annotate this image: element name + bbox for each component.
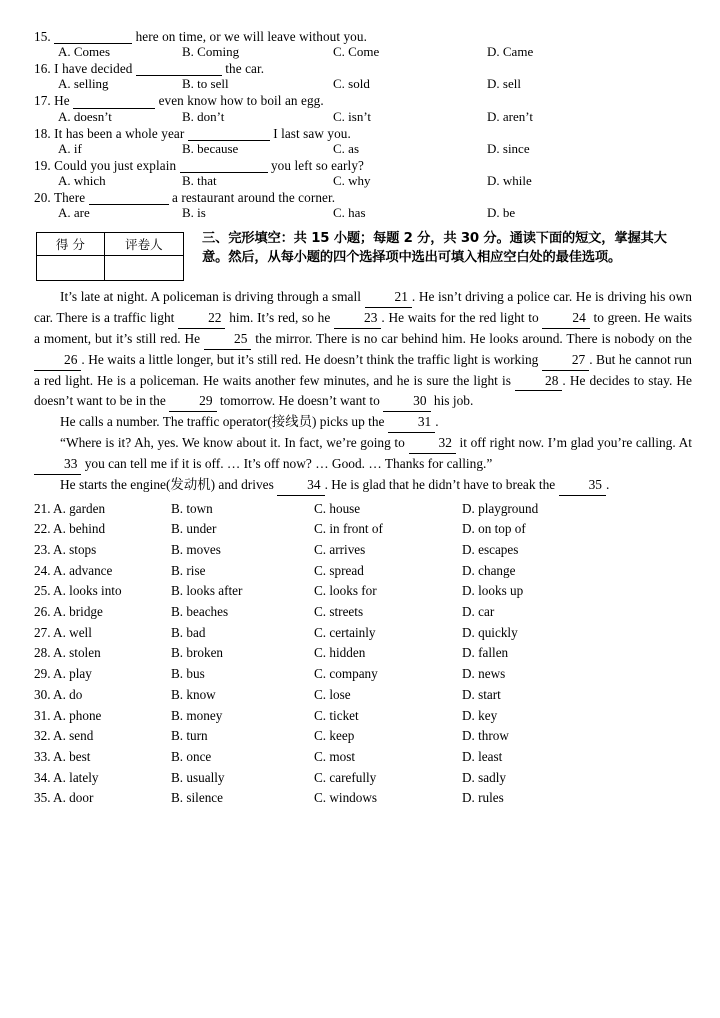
option-row — [34, 584, 692, 597]
question-stem-post: even know how to boil an egg. — [158, 93, 324, 109]
option-d[interactable]: D. start — [462, 686, 501, 702]
question-stem-pre: 15. — [34, 29, 51, 44]
option-c[interactable]: C. most — [314, 748, 356, 764]
numbered-blank: 22 — [178, 308, 225, 329]
question-stem-pre: 20. There — [34, 190, 86, 206]
option-a[interactable]: 26. A. bridge — [34, 604, 103, 620]
numbered-blank: 34 — [277, 475, 324, 496]
option-c[interactable]: C. sold — [333, 76, 370, 92]
option-a[interactable]: 33. A. best — [34, 748, 91, 764]
question-stem-post: the car. — [225, 61, 265, 77]
score-value-cell[interactable] — [37, 256, 105, 281]
passage-paragraph: “Where is it? Ah, yes. We know about it. In fact, we’re going to 32 it off right now. I’m glad you’re calling. At 33 you can tell me if it is off. … It’s off now? … Good. … Thanks for calling.” — [34, 433, 692, 475]
passage-paragraph: It’s late at night. A policeman is driving through a small 21 . He isn’t driving a police car. He is driving his own car. There is a traffic light 22 him. It’s red, so he 23 . He waits for the red light to 24 to green. He waits a moment, but it’s still red. He 25 the mirror. There is no car behind him. He looks around. There is nobody on the 26 . He waits a little longer, but it’s still red. He doesn’t think the traffic light is working 27 . But he cannot run a red light. He is a policeman. He waits another few minutes, and he is sure the light is 28 . He decides to stay. He doesn’t want to be in the 29 tomorrow. He doesn’t want to 30 his job. — [34, 287, 692, 412]
option-c[interactable]: C. carefully — [314, 769, 377, 785]
grammar-questions — [34, 30, 692, 219]
option-c[interactable]: C. windows — [314, 790, 378, 806]
cloze-option-list — [34, 502, 692, 805]
option-b[interactable]: B. town — [171, 500, 213, 516]
option-b[interactable]: B. know — [171, 686, 216, 702]
table-row — [37, 233, 184, 256]
option-b[interactable]: B. usually — [171, 769, 225, 785]
question-stem-post: here on time, or we will leave without you. — [135, 29, 367, 44]
option-row — [34, 522, 692, 535]
option-b[interactable]: B. rise — [171, 562, 206, 578]
option-d[interactable]: D. sell — [487, 76, 521, 92]
option-c[interactable]: C. hidden — [314, 645, 366, 661]
option-c[interactable]: C. in front of — [314, 521, 383, 537]
option-c[interactable]: C. lose — [314, 686, 351, 702]
answer-blank — [180, 159, 268, 173]
marker-label-cell: 评卷人 — [104, 233, 183, 256]
answer-blank — [54, 30, 132, 44]
option-row — [34, 605, 692, 618]
option-row — [34, 646, 692, 659]
table-row — [37, 256, 184, 281]
option-d[interactable]: D. Came — [487, 44, 534, 60]
option-b[interactable]: B. bad — [171, 624, 206, 640]
option-c[interactable]: C. Come — [333, 44, 380, 60]
option-a[interactable]: A. Comes — [58, 44, 110, 60]
passage-paragraph: He calls a number. The traffic operator(接线员) picks up the 31 . — [34, 412, 692, 433]
numbered-blank: 25 — [204, 329, 251, 350]
option-b[interactable]: B. because — [182, 140, 239, 156]
passage-paragraph: He starts the engine(发动机) and drives 34 . He is glad that he didn’t have to break the 35 . — [34, 475, 692, 496]
option-a[interactable]: 30. A. do — [34, 686, 83, 702]
option-d[interactable]: D. key — [462, 707, 498, 723]
option-a[interactable]: 35. A. door — [34, 790, 94, 806]
option-row — [34, 750, 692, 763]
question-item — [34, 30, 692, 58]
option-a[interactable]: 31. A. phone — [34, 707, 102, 723]
option-b[interactable]: B. to sell — [182, 76, 229, 92]
numbered-blank: 29 — [169, 391, 216, 412]
option-d[interactable]: D. on top of — [462, 521, 526, 537]
option-d[interactable]: D. be — [487, 205, 516, 221]
option-b[interactable]: B. once — [171, 748, 212, 764]
question-stem — [34, 94, 692, 108]
option-c[interactable]: C. why — [333, 173, 371, 189]
option-a[interactable]: 23. A. stops — [34, 541, 97, 557]
option-b[interactable]: B. beaches — [171, 604, 229, 620]
option-b[interactable]: B. is — [182, 205, 206, 221]
option-a[interactable]: A. doesn’t — [58, 108, 112, 124]
question-item — [34, 94, 692, 122]
option-b[interactable]: B. under — [171, 521, 217, 537]
option-row — [34, 142, 692, 155]
option-b[interactable]: B. money — [171, 707, 223, 723]
option-d[interactable]: D. since — [487, 140, 530, 156]
option-c[interactable]: C. spread — [314, 562, 364, 578]
option-a[interactable]: 24. A. advance — [34, 562, 113, 578]
option-b[interactable]: B. silence — [171, 790, 224, 806]
option-a[interactable]: 22. A. behind — [34, 521, 106, 537]
option-row — [34, 667, 692, 680]
numbered-blank: 31 — [388, 412, 435, 433]
option-row — [34, 502, 692, 515]
numbered-blank: 24 — [542, 308, 589, 329]
option-d[interactable]: D. news — [462, 666, 506, 682]
numbered-blank: 27 — [542, 350, 589, 371]
option-a[interactable]: 25. A. looks into — [34, 583, 122, 599]
option-d[interactable]: D. sadly — [462, 769, 506, 785]
option-b[interactable]: B. bus — [171, 666, 205, 682]
option-a[interactable]: A. if — [58, 140, 82, 156]
numbered-blank: 30 — [383, 391, 430, 412]
question-stem — [34, 159, 692, 173]
option-d[interactable]: D. car — [462, 604, 495, 620]
option-d[interactable]: D. change — [462, 562, 516, 578]
question-stem-pre: 18. It has been a whole year — [34, 125, 185, 141]
option-a[interactable]: 27. A. well — [34, 624, 92, 640]
option-c[interactable]: C. isn’t — [333, 108, 372, 124]
question-item — [34, 62, 692, 90]
question-stem — [34, 30, 692, 44]
numbered-blank: 35 — [559, 475, 606, 496]
option-row — [34, 709, 692, 722]
option-d[interactable]: D. fallen — [462, 645, 509, 661]
option-c[interactable]: C. ticket — [314, 707, 359, 723]
option-b[interactable]: B. broken — [171, 645, 224, 661]
option-d[interactable]: D. least — [462, 748, 503, 764]
option-b[interactable]: B. turn — [171, 728, 208, 744]
option-a[interactable]: 28. A. stolen — [34, 645, 101, 661]
question-item — [34, 159, 692, 187]
option-b[interactable]: B. looks after — [171, 583, 243, 599]
option-b[interactable]: B. that — [182, 173, 217, 189]
option-a[interactable]: A. which — [58, 173, 106, 189]
option-row — [34, 206, 692, 219]
question-stem — [34, 62, 692, 76]
option-d[interactable]: D. throw — [462, 728, 509, 744]
option-c[interactable]: C. looks for — [314, 583, 377, 599]
option-row — [34, 174, 692, 187]
option-c[interactable]: C. streets — [314, 604, 364, 620]
numbered-blank: 26 — [34, 350, 81, 371]
answer-blank — [73, 94, 155, 108]
option-row — [34, 771, 692, 784]
score-table — [36, 232, 184, 281]
option-row — [34, 110, 692, 123]
option-row — [34, 626, 692, 639]
numbered-blank: 32 — [409, 433, 456, 454]
numbered-blank: 23 — [334, 308, 381, 329]
question-stem-post: a restaurant around the corner. — [172, 190, 336, 206]
option-d[interactable]: D. while — [487, 173, 532, 189]
option-d[interactable]: D. escapes — [462, 541, 519, 557]
option-c[interactable]: C. company — [314, 666, 378, 682]
numbered-blank: 21 — [365, 287, 412, 308]
option-c[interactable]: C. arrives — [314, 541, 366, 557]
option-a[interactable]: 34. A. lately — [34, 769, 99, 785]
numbered-blank: 28 — [515, 371, 562, 392]
option-a[interactable]: 21. A. garden — [34, 500, 106, 516]
question-stem-post: you left so early? — [270, 157, 364, 173]
question-stem — [34, 191, 692, 205]
score-label-cell: 得 分 — [37, 233, 105, 256]
option-d[interactable]: D. rules — [462, 790, 504, 806]
question-stem-pre: 19. Could you just explain — [34, 157, 177, 173]
question-stem-post: I last saw you. — [273, 125, 351, 141]
question-item — [34, 127, 692, 155]
option-b[interactable]: B. Coming — [182, 44, 240, 60]
option-row — [34, 45, 692, 58]
option-b[interactable]: B. don’t — [182, 108, 225, 124]
option-c[interactable]: C. house — [314, 500, 361, 516]
answer-blank — [188, 127, 270, 141]
option-d[interactable]: D. aren’t — [487, 108, 533, 124]
cloze-passage — [34, 287, 692, 495]
option-a[interactable]: A. selling — [58, 76, 109, 92]
option-a[interactable]: A. are — [58, 205, 90, 221]
option-row — [34, 729, 692, 742]
answer-blank — [136, 62, 222, 76]
option-c[interactable]: C. keep — [314, 728, 355, 744]
numbered-blank: 33 — [34, 454, 81, 475]
option-row — [34, 564, 692, 577]
option-row — [34, 543, 692, 556]
option-d[interactable]: D. quickly — [462, 624, 518, 640]
option-c[interactable]: C. as — [333, 140, 359, 156]
option-c[interactable]: C. certainly — [314, 624, 376, 640]
question-stem-pre: 16. I have decided — [34, 61, 133, 77]
question-stem — [34, 127, 692, 141]
answer-blank — [89, 191, 169, 205]
option-d[interactable]: D. playground — [462, 500, 539, 516]
marker-value-cell[interactable] — [104, 256, 183, 281]
option-a[interactable]: 32. A. send — [34, 728, 94, 744]
option-c[interactable]: C. has — [333, 205, 366, 221]
option-row — [34, 688, 692, 701]
question-item — [34, 191, 692, 219]
option-d[interactable]: D. looks up — [462, 583, 524, 599]
option-row — [34, 77, 692, 90]
option-b[interactable]: B. moves — [171, 541, 221, 557]
option-row — [34, 791, 692, 804]
section-header — [34, 230, 692, 281]
section-title: 三、完形填空：共 15 小题；每题 2 分，共 30 分。通读下面的短文，掌握其大意。然后，从每小题的四个选择项中选出可填入相应空白处的最佳选项。 — [202, 231, 667, 265]
question-stem-pre: 17. He — [34, 93, 70, 109]
option-a[interactable]: 29. A. play — [34, 666, 92, 682]
